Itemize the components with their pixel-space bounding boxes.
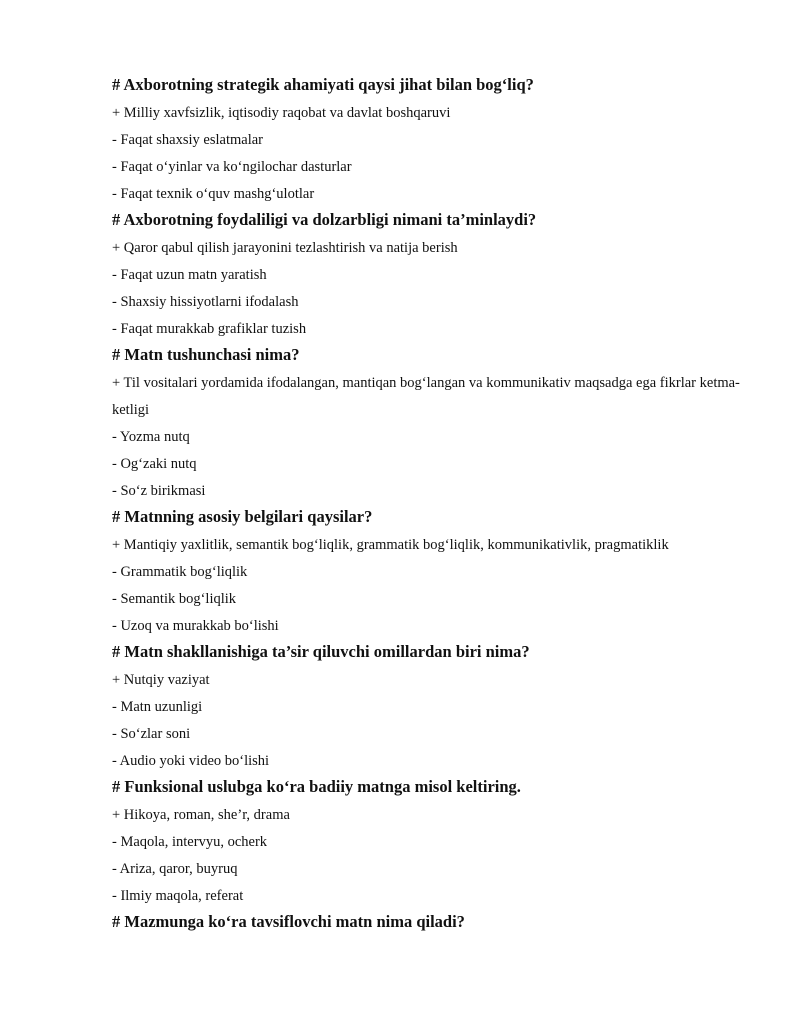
answer-option: - Ilmiy maqola, referat: [112, 888, 244, 904]
question-title: # Mazmunga ko‘ra tavsiflovchi matn nima qiladi?: [112, 912, 465, 931]
question-title: # Matn tushunchasi nima?: [112, 345, 300, 364]
answer-option: - Audio yoki video bo‘lishi: [112, 753, 270, 769]
question-block: [112, 208, 752, 343]
answer-option: - So‘zlar soni: [112, 726, 191, 742]
question-block: [112, 775, 752, 910]
answer-option: - Shaxsiy hissiyotlarni ifodalash: [112, 294, 299, 310]
question-title: # Matnning asosiy belgilari qaysilar?: [112, 507, 373, 526]
question-title: # Matn shakllanishiga ta’sir qiluvchi omillardan biri nima?: [112, 642, 530, 661]
answer-option: - Ariza, qaror, buyruq: [112, 861, 238, 877]
answer-option-correct: + Milliy xavfsizlik, iqtisodiy raqobat va davlat boshqaruvi: [112, 105, 451, 121]
answer-option: - Yozma nutq: [112, 429, 190, 445]
answer-option: - Faqat murakkab grafiklar tuzish: [112, 321, 307, 337]
question-title: # Axborotning foydaliligi va dolzarbligi nimani ta’minlaydi?: [112, 210, 537, 229]
question-block: [112, 505, 752, 640]
answer-option: - Uzoq va murakkab bo‘lishi: [112, 618, 279, 634]
question-title: # Axborotning strategik ahamiyati qaysi jihat bilan bog‘liq?: [112, 75, 534, 94]
answer-option: - Matn uzunligi: [112, 699, 203, 715]
question-block: [112, 640, 752, 775]
answer-option: - Grammatik bog‘liqlik: [112, 564, 248, 580]
question-block: [112, 343, 752, 505]
answer-option: - Semantik bog‘liqlik: [112, 591, 237, 607]
quiz-content: [112, 73, 752, 937]
question-title: # Funksional uslubga ko‘ra badiiy matnga misol keltiring.: [112, 777, 521, 796]
answer-option-correct: + Nutqiy vaziyat: [112, 672, 210, 688]
question-block: [112, 73, 752, 208]
question-block: [112, 910, 752, 937]
answer-option: - Faqat shaxsiy eslatmalar: [112, 132, 263, 148]
answer-option: - So‘z birikmasi: [112, 483, 206, 499]
answer-option: - Maqola, intervyu, ocherk: [112, 834, 268, 850]
answer-option: - Og‘zaki nutq: [112, 456, 197, 472]
answer-option-correct: + Hikoya, roman, she’r, drama: [112, 807, 290, 823]
answer-option-correct: + Mantiqiy yaxlitlik, semantik bog‘liqlik, grammatik bog‘liqlik, kommunikativlik, pragmatiklik: [112, 537, 669, 553]
answer-option-correct: + Til vositalari yordamida ifodalangan, mantiqan bog‘langan va kommunikativ maqsadga ega fikrlar ketma-ketligi: [112, 375, 740, 418]
answer-option: - Faqat uzun matn yaratish: [112, 267, 267, 283]
answer-option-correct: + Qaror qabul qilish jarayonini tezlashtirish va natija berish: [112, 240, 458, 256]
answer-option: - Faqat o‘yinlar va ko‘ngilochar dasturlar: [112, 159, 352, 175]
answer-option: - Faqat texnik o‘quv mashg‘ulotlar: [112, 186, 315, 202]
